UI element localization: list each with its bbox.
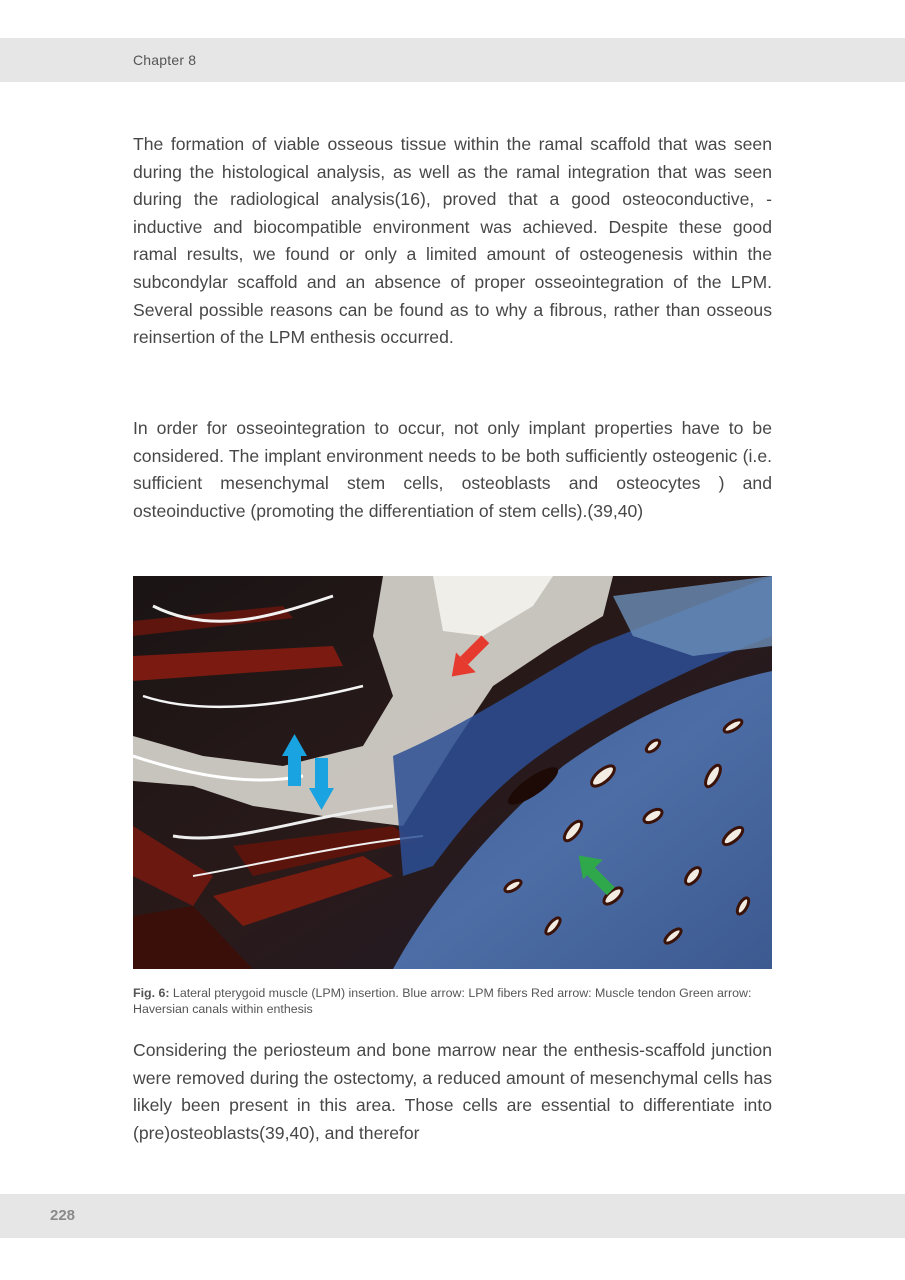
- figure-label: Fig. 6:: [133, 986, 170, 1000]
- page-number: 228: [50, 1207, 76, 1224]
- histology-figure: [133, 576, 772, 969]
- figure-caption-text: Lateral pterygoid muscle (LPM) insertion. Blue arrow: LPM fibers Red arrow: Muscle tendon Green arrow: Haversian canals within enthesis: [133, 986, 752, 1016]
- running-footer: [0, 1194, 905, 1238]
- figure-caption: [133, 985, 772, 1017]
- body-paragraph-1: The formation of viable osseous tissue within the ramal scaffold that was seen during the histological analysis, as well as the ramal integration that was seen during the radiological analysis(16), proved that a good osteoconductive, -inductive and biocompatible environment was achieved. Despite these good ramal results, we found or only a limited amount of osteogenesis within the subcondylar scaffold and an absence of proper osseointegration of the LPM. Several possible reasons can be found as to why a fibrous, rather than osseous reinsertion of the LPM enthesis occurred.: [133, 134, 772, 348]
- histology-image: [133, 576, 772, 969]
- body-paragraph-2: In order for osseointegration to occur, not only implant properties have to be considered. The implant environment needs to be both sufficiently osteogenic (i.e. sufficient mesenchymal stem cells, osteoblasts and osteocytes ) and osteoinductive (promoting the differentiation of stem cells).(39,40): [133, 418, 772, 521]
- running-header: [0, 38, 905, 82]
- body-paragraph-3: Considering the periosteum and bone marrow near the enthesis-scaffold junction were removed during the ostectomy, a reduced amount of mesenchymal cells has likely been present in this area. Those cells are essential to differentiate into (pre)osteoblasts(39,40), and therefor: [133, 1040, 772, 1143]
- chapter-label: Chapter 8: [133, 52, 197, 68]
